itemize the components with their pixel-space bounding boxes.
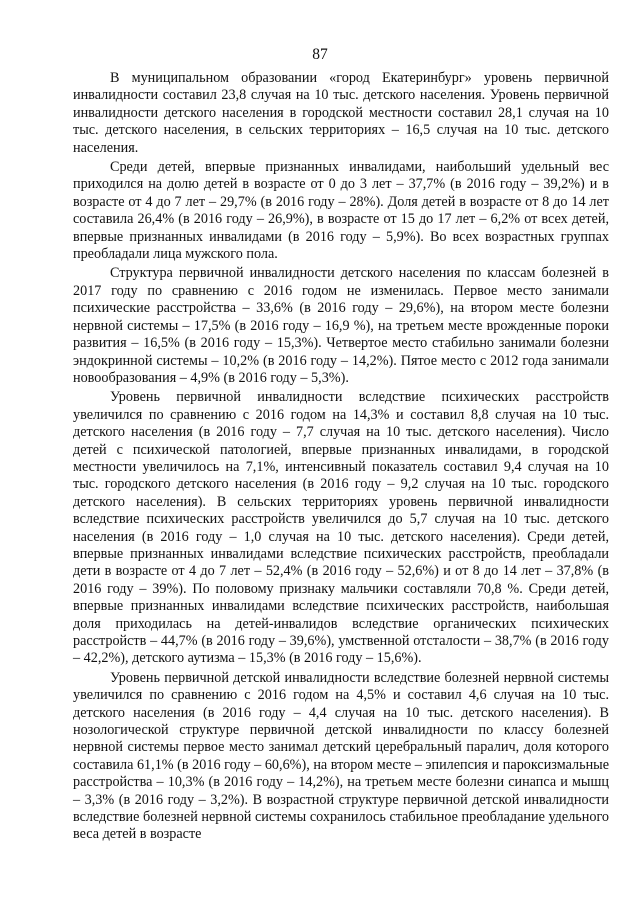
paragraph-age-distribution: Среди детей, впервые признанных инвалидами, наибольший удельный вес приходился на долю детей в возрасте от 0 до 3 лет – 37,7% (в 2016 году – 39,2%) и в возрасте от 4 до 7 лет – 29,7% (в 2016 году – 28%). Доля детей в возрасте от 8 до 14 лет составила 26,4% (в 2016 году – 26,9%), в возрасте от 15 до 17 лет – 6,2% от всех детей, впервые признанных инвалидами (в 2016 году – 5,9%). Во всех возрастных группах преобладали лица мужского пола. <box>73 159 609 263</box>
paragraph-mental-disorders: Уровень первичной инвалидности вследствие психических расстройств увеличился по сравнению с 2016 годом на 14,3% и составил 8,8 случая на 10 тыс. детского населения (в 2016 году – 7,7 случая на 10 тыс. детского населения). Число детей с психической патологией, впервые признанных инвалидами, в городской местности увеличилось на 7,1%, интенсивный показатель составил 9,4 случая на 10 тыс. городского детского населения (в 2016 году – 9,2 случая на 10 тыс. городского детского населения). В сельских территориях уровень первичной инвалидности вследствие психических расстройств увеличился до 5,7 случая на 10 тыс. детского населения (в 2016 году – 1,0 случая на 10 тыс. детского населения). Среди детей, впервые признанных инвалидами вследствие психических расстройств, преобладали дети в возрасте от 4 до 7 лет – 52,4% (в 2016 году – 52,6%) и от 8 до 14 лет – 37,8% (в 2016 году – 39%). По половому признаку мальчики составляли 70,8 %. Среди детей, впервые признанных инвалидами вследствие психических расстройств, наибольшая доля приходилась на детей-инвалидов вследствие органических психических расстройств – 44,7% (в 2016 году – 39,6%), умственной отсталости – 38,7% (в 2016 году – 42,2%), детского аутизма – 15,3% (в 2016 году – 15,6%). <box>73 389 609 667</box>
paragraph-disease-structure: Структура первичной инвалидности детского населения по классам болезней в 2017 году по сравнению с 2016 годом не изменилась. Первое место занимали психические расстройства – 33,6% (в 2016 году – 29,6%), на втором месте болезни нервной системы – 17,5% (в 2016 году – 16,9 %), на третьем месте врожденные пороки развития – 16,5% (в 2016 году – 15,3%). Четвертое место стабильно занимали болезни эндокринной системы – 10,2% (в 2016 году – 14,2%). Пятое место с 2012 года занимали новообразования – 4,9% (в 2016 году – 5,3%). <box>73 265 609 386</box>
paragraph-nervous-system: Уровень первичной детской инвалидности вследствие болезней нервной системы увеличился по сравнению с 2016 годом на 4,5% и составил 4,6 случая на 10 тыс. детского населения (в 2016 году – 4,4 случая на 10 тыс. детского населения). В нозологической структуре первичной детской инвалидности по классу болезней нервной системы первое место занимал детский церебральный паралич, доля которого составила 61,1% (в 2016 году – 60,6%), на втором месте – эпилепсия и пароксизмальные расстройства – 10,3% (в 2016 году – 14,2%), на третьем месте болезни синапса и мышц – 3,3% (в 2016 году – 3,2%). В возрастной структуре первичной детской инвалидности вследствие болезней нервной системы сохранилось стабильное преобладание удельного веса детей в возрасте <box>73 669 609 843</box>
page-number: 87 <box>312 46 328 63</box>
paragraph-primary-disability-level: В муниципальном образовании «город Екатеринбург» уровень первичной инвалидности составил 23,8 случая на 10 тыс. детского населения. Уровень первичной инвалидности детского населения в городской местности составил 28,1 случая на 10 тыс. детского населения, в сельских территориях – 16,5 случая на 10 тыс. детского населения. <box>73 70 609 156</box>
document-body <box>73 70 609 844</box>
